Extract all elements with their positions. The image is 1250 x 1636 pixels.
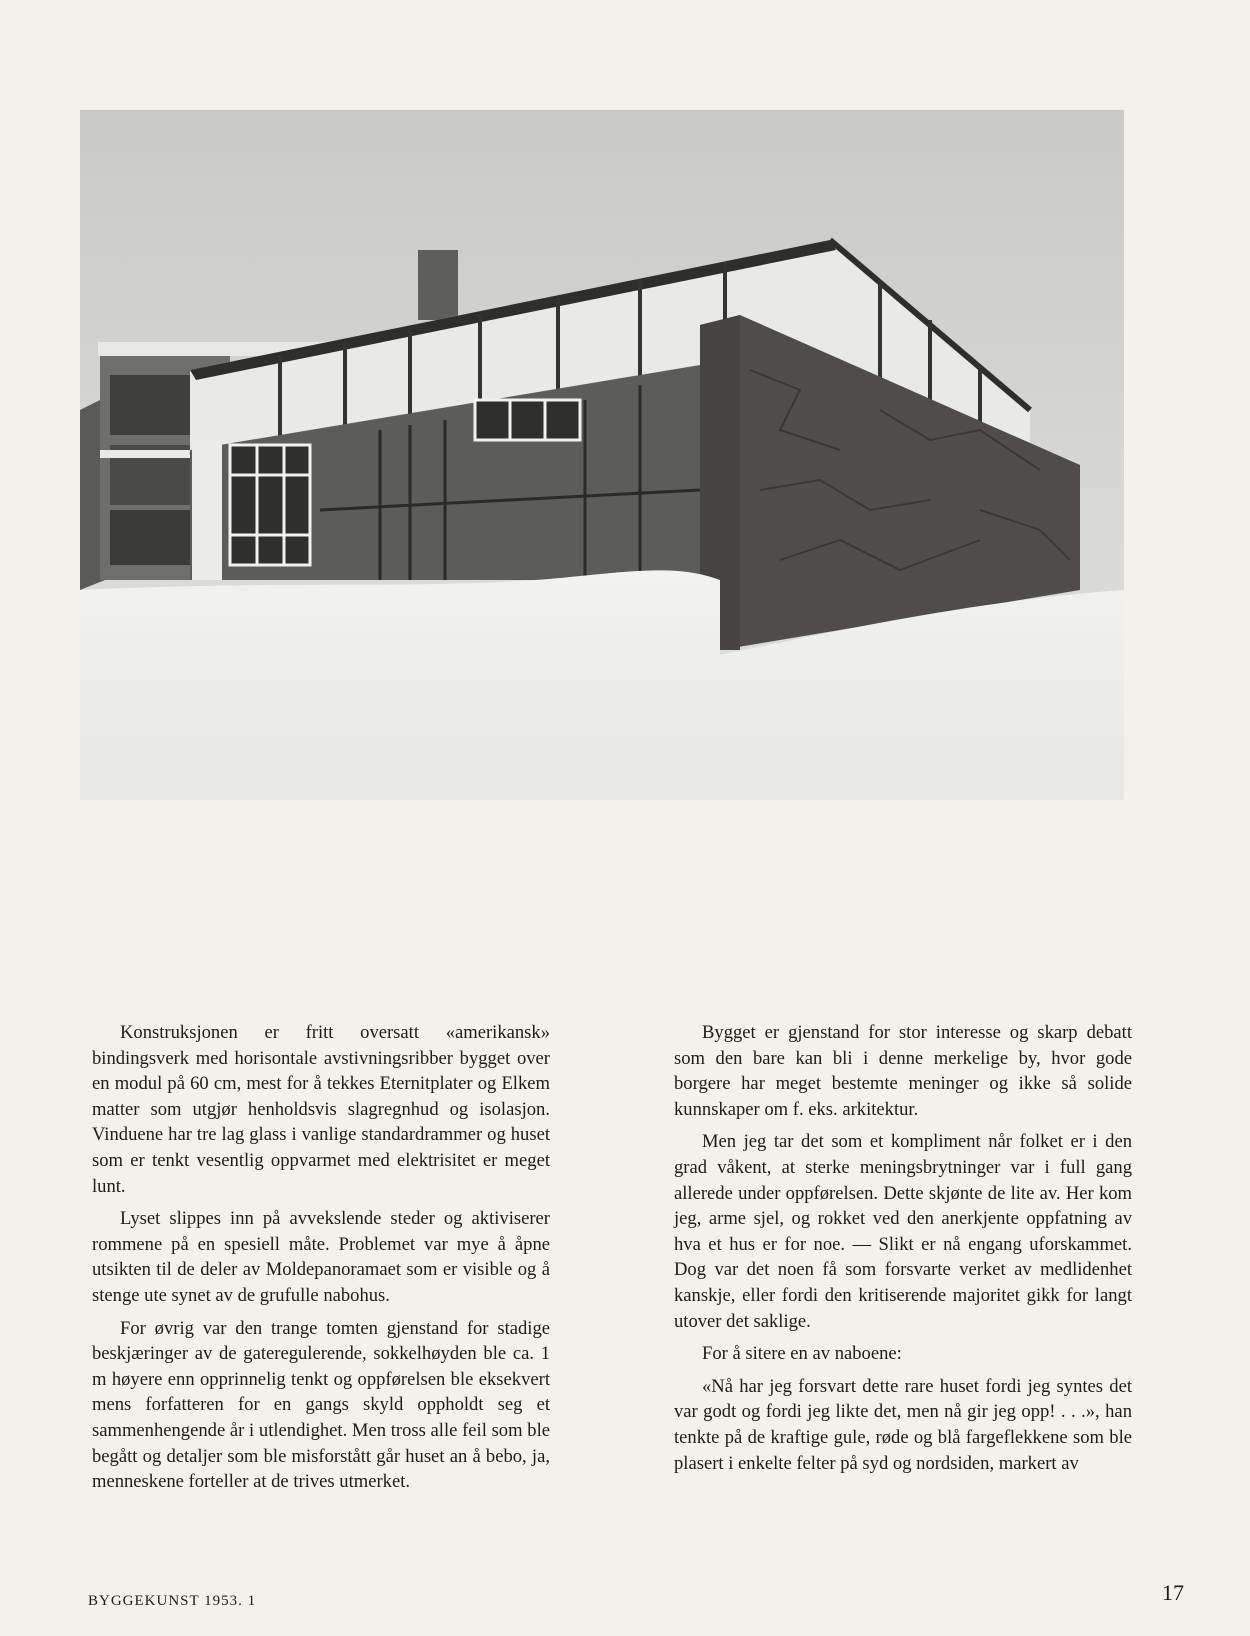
article-columns: [92, 1020, 1132, 1502]
article-left-column: [92, 1020, 550, 1502]
house-photograph: [80, 110, 1124, 800]
house-illustration: [80, 110, 1124, 800]
page-number: 17: [1162, 1580, 1184, 1605]
article-right-column: [674, 1020, 1132, 1502]
left-paragraph-3: For øvrig var den trange tomten gjenstand for stadige beskjæringer av de gateregulerende, sokkelhøyden ble ca. 1 m høyere enn opprinnelig tenkt og oppførelsen ble eksekvert mens forfatteren for en gangs skyld oppholdt seg et sammenhengende år i utlendighet. Men tross alle feil som ble begått og detaljer som ble misforstått går huset an å bebo, ja, menneskene forteller at de trives utmerket.: [92, 1317, 550, 1493]
left-paragraph-1: Konstruksjonen er fritt oversatt «amerikansk» bindingsverk med horisontale avstivningsribber bygget over en modul på 60 cm, mest for å tekkes Eternitplater og Elkem matter som utgjør henholdsvis slagregnhud og isolasjon. Vinduene har tre lag glass i vanlige standardrammer og huset som er tenkt vesentlig oppvarmet med elektrisitet er meget lunt.: [92, 1022, 550, 1197]
journal-footer: BYGGEKUNST 1953. 1: [88, 1593, 257, 1609]
right-paragraph-3: For å sitere en av naboene:: [702, 1343, 902, 1365]
right-paragraph-1: Bygget er gjenstand for stor interesse og skarp debatt som den bare kan bli i denne merkelige by, hvor gode borgere har meget bestemte meninger og ikke så solide kunnskaper om f. eks. arkitektur.: [674, 1022, 1132, 1120]
right-paragraph-2: Men jeg tar det som et kompliment når folket er i den grad våkent, at sterke meningsbrytninger var i full gang allerede under oppførelsen. Dette skjønte de lite av. Her kom jeg, arme sjel, og rokket ved den anerkjente oppfatning av hva et hus er for noe. — Slikt er nå engang uforskammet. Dog var det noen få som forsvarte verket av medlidenhet kanskje, eller fordi den kritiserende majoritet gikk for langt utover det saklige.: [674, 1131, 1132, 1332]
right-paragraph-4: «Nå har jeg forsvart dette rare huset fordi jeg syntes det var godt og fordi jeg likte det, men nå gir jeg opp! . . .», han tenkte på de kraftige gule, røde og blå fargeflekkene som ble plasert i enkelte felter på syd og nordsiden, markert av: [674, 1375, 1132, 1474]
left-paragraph-2: Lyset slippes inn på avvekslende steder og aktiviserer rommene på en spesiell måte. Problemet var mye å åpne utsikten til de deler av Moldepanoramaet som er visible og å stenge ute synet av de grufulle nabohus.: [92, 1208, 550, 1306]
